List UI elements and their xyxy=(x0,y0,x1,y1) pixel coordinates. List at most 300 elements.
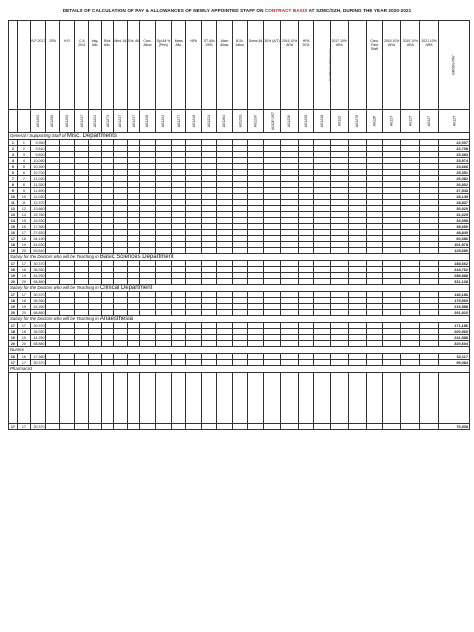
row-scale: 16 xyxy=(17,224,30,230)
column-header-label: GROSS PAY xyxy=(451,55,456,75)
section-heading xyxy=(9,254,470,261)
section-title: Misc. Departments xyxy=(66,133,117,139)
table-cell xyxy=(9,373,18,424)
account-code-label: A012P-557 xyxy=(270,112,275,130)
column-header: Spl.All % (Pers) xyxy=(155,21,172,110)
row-serial: 13 xyxy=(9,212,18,218)
table-cell xyxy=(232,373,247,424)
table-cell xyxy=(172,424,186,430)
section-title: Basic Sciences Department xyxy=(99,254,174,260)
account-code xyxy=(367,110,382,133)
account-code-label: A0123V xyxy=(253,114,258,128)
row-scale: 19 xyxy=(17,304,30,310)
row-serial: 8 xyxy=(9,182,18,188)
row-basic-pay: 30,370 xyxy=(31,424,46,430)
row-basic-pay: 17,360 xyxy=(31,354,46,360)
table-cell xyxy=(248,373,263,424)
row-basic-pay: 11,030 xyxy=(31,176,46,182)
row-serial: 3 xyxy=(9,152,18,158)
table-cell xyxy=(172,373,186,424)
row-serial: 17 xyxy=(9,323,18,329)
table-cell xyxy=(348,424,367,430)
account-code-label: A01217 xyxy=(132,114,137,128)
table-cell xyxy=(186,424,201,430)
row-serial: 10 xyxy=(9,194,18,200)
row-scale: 10 xyxy=(17,194,30,200)
column-header: H.R xyxy=(59,21,74,110)
account-code xyxy=(420,110,439,133)
code-row xyxy=(9,110,470,133)
row-gross-pay: 48,840 xyxy=(438,230,469,236)
row-gross-pay: 23,383 xyxy=(438,152,469,158)
column-header xyxy=(438,21,469,110)
row-gross-pay: 31,625 xyxy=(438,212,469,218)
row-gross-pay: 27,543 xyxy=(438,188,469,194)
row-serial: 19 xyxy=(9,248,18,254)
column-header: Med. All xyxy=(113,21,127,110)
row-scale: 18 xyxy=(17,267,30,273)
account-code-label: A012Z xyxy=(337,115,342,127)
account-code xyxy=(17,110,30,133)
table-row xyxy=(9,424,470,430)
row-basic-pay: 30,370 xyxy=(31,261,46,267)
row-gross-pay: 60,686 xyxy=(438,236,469,242)
row-gross-pay: 25,351 xyxy=(438,170,469,176)
row-basic-pay: 30,370 xyxy=(31,292,46,298)
row-scale: 4 xyxy=(17,158,30,164)
section-row xyxy=(9,133,470,140)
table-cell xyxy=(59,373,74,424)
row-serial: 20 xyxy=(9,341,18,347)
row-serial: 14 xyxy=(9,218,18,224)
column-header: C.A 2011 xyxy=(75,21,89,110)
table-cell xyxy=(201,373,216,424)
table-cell xyxy=(248,424,263,430)
row-basic-pay: 11,350 xyxy=(31,182,46,188)
row-gross-pay: 23,974 xyxy=(438,158,469,164)
header-row xyxy=(9,21,470,110)
row-serial: 17 xyxy=(9,236,18,242)
column-header xyxy=(314,21,331,110)
table-cell xyxy=(17,373,30,424)
account-code xyxy=(382,110,401,133)
row-serial: 11 xyxy=(9,200,18,206)
table-cell xyxy=(113,424,127,430)
row-gross-pay: 218,762 xyxy=(438,267,469,273)
column-header: Risk Allo. xyxy=(101,21,113,110)
column-header: Ent. All xyxy=(128,21,140,110)
table-cell xyxy=(113,373,127,424)
title-prefix: DETAILS OF CALCULATION OF PAY & ALLOWANCES OF NEWLY APPOINTED STAFF ON xyxy=(62,8,264,13)
table-cell xyxy=(140,373,155,424)
account-code xyxy=(201,110,216,133)
account-code xyxy=(75,110,89,133)
row-serial: 17 xyxy=(9,424,18,430)
row-gross-pay: 28,149 xyxy=(438,194,469,200)
row-serial: 6 xyxy=(9,170,18,176)
row-scale: 5 xyxy=(17,164,30,170)
blank-row xyxy=(9,373,470,424)
section-prefix: Nurses xyxy=(10,347,24,352)
account-code-label: A01202 xyxy=(36,114,41,128)
table-cell xyxy=(382,424,401,430)
section-heading xyxy=(9,366,470,373)
table-cell xyxy=(420,373,439,424)
table-cell xyxy=(401,424,420,430)
row-basic-pay: 10,390 xyxy=(31,164,46,170)
section-row xyxy=(9,347,470,354)
row-basic-pay: 44,250 xyxy=(31,304,46,310)
row-basic-pay: 68,880 xyxy=(31,310,46,316)
section-heading xyxy=(9,347,470,354)
table-cell xyxy=(75,424,89,430)
section-row xyxy=(9,366,470,373)
table-cell xyxy=(281,424,299,430)
row-gross-pay: 22,708 xyxy=(438,146,469,152)
row-basic-pay: 44,250 xyxy=(31,273,46,279)
row-gross-pay: 26,802 xyxy=(438,182,469,188)
table-cell xyxy=(367,424,382,430)
table-cell xyxy=(298,424,313,430)
row-basic-pay: 12,370 xyxy=(31,200,46,206)
row-gross-pay: 34,098 xyxy=(438,218,469,224)
account-code-label: A012T xyxy=(389,115,394,127)
account-code-label: A01224 xyxy=(161,114,166,128)
account-code xyxy=(9,110,18,133)
account-code xyxy=(217,110,232,133)
account-code xyxy=(438,110,469,133)
account-code-label: A01226 xyxy=(145,114,150,128)
account-code-label: A01224 xyxy=(207,114,212,128)
account-code xyxy=(172,110,186,133)
row-gross-pay: 200,960 xyxy=(438,329,469,335)
row-scale: 1 xyxy=(17,140,30,146)
row-serial: 17 xyxy=(9,292,18,298)
row-scale: 20 xyxy=(17,248,30,254)
row-scale: 18 xyxy=(17,236,30,242)
account-code-label: A01270 xyxy=(355,114,360,128)
section-heading xyxy=(9,316,470,323)
row-gross-pay: 24,666 xyxy=(438,164,469,170)
row-serial: 15 xyxy=(9,224,18,230)
column-header: Alien Allow. xyxy=(217,21,232,110)
row-serial: 17 xyxy=(9,360,18,366)
pay-table-container xyxy=(8,20,470,430)
row-scale: 17 xyxy=(17,424,30,430)
column-header: 2016 10% ARA xyxy=(281,21,299,110)
section-prefix: General / Supporting Staff of xyxy=(10,133,66,138)
account-code-label: A01230 xyxy=(287,114,292,128)
column-header: B.P 2017 xyxy=(31,21,46,110)
row-gross-pay: 171,186 xyxy=(438,323,469,329)
row-basic-pay: 11,690 xyxy=(31,188,46,194)
pay-table xyxy=(8,20,470,430)
table-cell xyxy=(438,373,469,424)
page-title xyxy=(0,8,474,13)
row-basic-pay: 68,880 xyxy=(31,341,46,347)
column-header: HPA 2011 xyxy=(298,21,313,110)
account-code xyxy=(101,110,113,133)
account-code xyxy=(59,110,74,133)
table-cell xyxy=(101,373,113,424)
row-scale: 17 xyxy=(17,261,30,267)
row-basic-pay: 44,250 xyxy=(31,335,46,341)
section-row xyxy=(9,254,470,261)
row-scale: 18 xyxy=(17,329,30,335)
table-cell xyxy=(155,373,172,424)
column-header: Conv. Paid Staff xyxy=(367,21,382,110)
row-scale: 18 xyxy=(17,298,30,304)
table-cell xyxy=(298,373,313,424)
table-cell xyxy=(59,424,74,430)
row-gross-pay: 291,810 xyxy=(438,310,469,316)
section-prefix: Salary for the Doctors who will be Teaching in xyxy=(10,316,99,321)
row-gross-pay: 26,082 xyxy=(438,176,469,182)
column-header: 2018 10% ARA xyxy=(382,21,401,110)
section-row xyxy=(9,316,470,323)
row-basic-pay: 13,660 xyxy=(31,206,46,212)
row-gross-pay: 188,662 xyxy=(438,261,469,267)
column-header: SPA xyxy=(46,21,59,110)
row-scale: 19 xyxy=(17,335,30,341)
row-gross-pay: 22,007 xyxy=(438,140,469,146)
row-serial: 2 xyxy=(9,146,18,152)
table-cell xyxy=(46,373,59,424)
table-cell xyxy=(186,373,201,424)
row-scale: 17 xyxy=(17,230,30,236)
row-scale: 3 xyxy=(17,152,30,158)
row-gross-pay: 28,837 xyxy=(438,200,469,206)
row-serial: 16 xyxy=(9,354,18,360)
column-header: NPA xyxy=(186,21,201,110)
row-serial: 20 xyxy=(9,310,18,316)
table-cell xyxy=(348,373,367,424)
row-scale: 17 xyxy=(17,360,30,366)
table-cell xyxy=(140,424,155,430)
row-gross-pay: 331,108 xyxy=(438,279,469,285)
row-serial: 18 xyxy=(9,267,18,273)
row-basic-pay: 17,360 xyxy=(31,224,46,230)
account-code xyxy=(155,110,172,133)
column-header xyxy=(17,21,30,110)
column-header: B.Sc. Allow. xyxy=(232,21,247,110)
account-code xyxy=(89,110,101,133)
column-header: Com. Allow xyxy=(140,21,155,110)
row-serial: 18 xyxy=(9,242,18,248)
account-code xyxy=(348,110,367,133)
row-serial: 19 xyxy=(9,273,18,279)
row-basic-pay: 30,370 xyxy=(31,360,46,366)
account-code-label: A01239 xyxy=(304,114,309,128)
account-code xyxy=(401,110,420,133)
row-scale: 11 xyxy=(17,200,30,206)
table-cell xyxy=(330,424,348,430)
account-code-label: A01236 xyxy=(50,114,55,128)
table-cell xyxy=(128,373,140,424)
table-cell xyxy=(314,373,331,424)
account-code xyxy=(330,110,348,133)
column-header: Intg. Allo. xyxy=(89,21,101,110)
account-code xyxy=(298,110,313,133)
account-code-label: A01271 xyxy=(105,114,110,128)
row-scale: 14 xyxy=(17,212,30,218)
table-cell xyxy=(31,373,46,424)
title-highlight: CONTRACT BASIS xyxy=(264,8,308,13)
account-code xyxy=(113,110,127,133)
section-heading xyxy=(9,285,470,292)
account-code-label: A01277 xyxy=(176,114,181,128)
table-cell xyxy=(201,424,216,430)
row-basic-pay: 38,350 xyxy=(31,329,46,335)
row-scale: 2 xyxy=(17,146,30,152)
table-cell xyxy=(263,373,281,424)
row-serial: 19 xyxy=(9,335,18,341)
table-body xyxy=(9,133,470,430)
column-header: 2017 10% ARA xyxy=(330,21,348,110)
row-scale: 15 xyxy=(17,218,30,224)
account-code xyxy=(248,110,263,133)
row-basic-pay: 68,880 xyxy=(31,279,46,285)
row-scale: 19 xyxy=(17,242,30,248)
account-code-label: A012P xyxy=(372,115,377,127)
account-code-label: A01218 xyxy=(320,114,325,128)
account-code-label: A01240 xyxy=(191,114,196,128)
table-cell xyxy=(217,424,232,430)
row-basic-pay: 10,090 xyxy=(31,158,46,164)
row-gross-pay: 99,084 xyxy=(438,360,469,366)
account-code-label: A01264 xyxy=(222,114,227,128)
table-cell xyxy=(89,424,101,430)
column-header: 2019 10% ARA xyxy=(401,21,420,110)
account-code xyxy=(232,110,247,133)
account-code-label: A012T xyxy=(451,115,456,127)
row-gross-pay: 62,117 xyxy=(438,354,469,360)
row-scale: 20 xyxy=(17,310,30,316)
row-basic-pay: 16,530 xyxy=(31,218,46,224)
account-code-label: A01224 xyxy=(93,114,98,128)
row-gross-pay: 288,888 xyxy=(438,273,469,279)
row-scale: 12 xyxy=(17,206,30,212)
row-basic-pay: 34,190 xyxy=(31,236,46,242)
table-cell xyxy=(101,424,113,430)
table-cell xyxy=(382,373,401,424)
section-heading xyxy=(9,133,470,140)
row-basic-pay: 63,640 xyxy=(31,248,46,254)
row-basic-pay: 9,350 xyxy=(31,140,46,146)
row-basic-pay: 9,830 xyxy=(31,152,46,158)
row-basic-pay: 38,350 xyxy=(31,267,46,273)
row-gross-pay: 125,680 xyxy=(438,248,469,254)
row-scale: 6 xyxy=(17,170,30,176)
row-scale: 20 xyxy=(17,341,30,347)
account-code-label: A0127 xyxy=(427,115,432,127)
section-prefix: Salary for the Doctors who will be Teaching in xyxy=(10,254,99,259)
row-scale: 9 xyxy=(17,188,30,194)
table-cell xyxy=(263,424,281,430)
row-basic-pay: 44,530 xyxy=(31,242,46,248)
table-cell xyxy=(217,373,232,424)
title-suffix: AT SZMC/SZH, DURING THE YEAR 2020-2021 xyxy=(308,8,412,13)
column-header: 30% (A/T) xyxy=(263,21,281,110)
table-cell xyxy=(420,424,439,430)
table-cell xyxy=(401,373,420,424)
row-gross-pay: 175,960 xyxy=(438,298,469,304)
row-serial: 18 xyxy=(9,329,18,335)
account-code xyxy=(314,110,331,133)
row-serial: 20 xyxy=(9,279,18,285)
section-title: Anaesthesia xyxy=(99,316,133,322)
table-cell xyxy=(75,373,89,424)
row-scale: 8 xyxy=(17,182,30,188)
row-gross-pay: 30,020 xyxy=(438,206,469,212)
row-gross-pay: 146,186 xyxy=(438,292,469,298)
table-cell xyxy=(128,424,140,430)
table-cell xyxy=(232,424,247,430)
row-basic-pay: 10,700 xyxy=(31,170,46,176)
column-header: ST Allo 1991 xyxy=(201,21,216,110)
row-serial: 18 xyxy=(9,298,18,304)
table-cell xyxy=(367,373,382,424)
account-code xyxy=(263,110,281,133)
row-scale: 17 xyxy=(17,292,30,298)
column-header: Mess Allo. xyxy=(172,21,186,110)
account-code xyxy=(140,110,155,133)
table-cell xyxy=(281,373,299,424)
account-code-label: A012T xyxy=(408,115,413,127)
row-gross-pay: 101,878 xyxy=(438,242,469,248)
row-serial: 12 xyxy=(9,206,18,212)
column-header: 2021 10% ARA xyxy=(420,21,439,110)
account-code-label: A01217 xyxy=(79,114,84,128)
row-scale: 17 xyxy=(17,323,30,329)
table-cell xyxy=(89,373,101,424)
row-serial: 1 xyxy=(9,140,18,146)
table-cell xyxy=(330,373,348,424)
row-basic-pay: 12,030 xyxy=(31,194,46,200)
row-serial: 7 xyxy=(9,176,18,182)
row-gross-pay: 38,650 xyxy=(438,224,469,230)
account-code xyxy=(186,110,201,133)
account-code xyxy=(31,110,46,133)
row-gross-pay: 320,604 xyxy=(438,341,469,347)
row-scale: 7 xyxy=(17,176,30,182)
section-prefix: Salary for the Doctors who will be Teaching in xyxy=(10,285,99,290)
section-prefix: Pharmacist xyxy=(10,366,32,371)
account-code xyxy=(128,110,140,133)
row-serial: 16 xyxy=(9,230,18,236)
row-serial: 9 xyxy=(9,188,18,194)
table-cell xyxy=(155,424,172,430)
column-header xyxy=(9,21,18,110)
table-cell xyxy=(314,424,331,430)
row-scale: 16 xyxy=(17,354,30,360)
row-basic-pay: 30,370 xyxy=(31,323,46,329)
row-basic-pay: 9,510 xyxy=(31,146,46,152)
table-cell xyxy=(46,424,59,430)
row-serial: 19 xyxy=(9,304,18,310)
account-code xyxy=(281,110,299,133)
row-scale: 19 xyxy=(17,273,30,279)
section-row xyxy=(9,285,470,292)
column-header xyxy=(348,21,367,110)
row-serial: 5 xyxy=(9,164,18,170)
row-scale: 20 xyxy=(17,279,30,285)
row-serial: 17 xyxy=(9,261,18,267)
row-serial: 4 xyxy=(9,158,18,164)
column-header: Dress All xyxy=(248,21,263,110)
account-code-label: A01217 xyxy=(118,114,123,128)
row-basic-pay: 27,630 xyxy=(31,230,46,236)
